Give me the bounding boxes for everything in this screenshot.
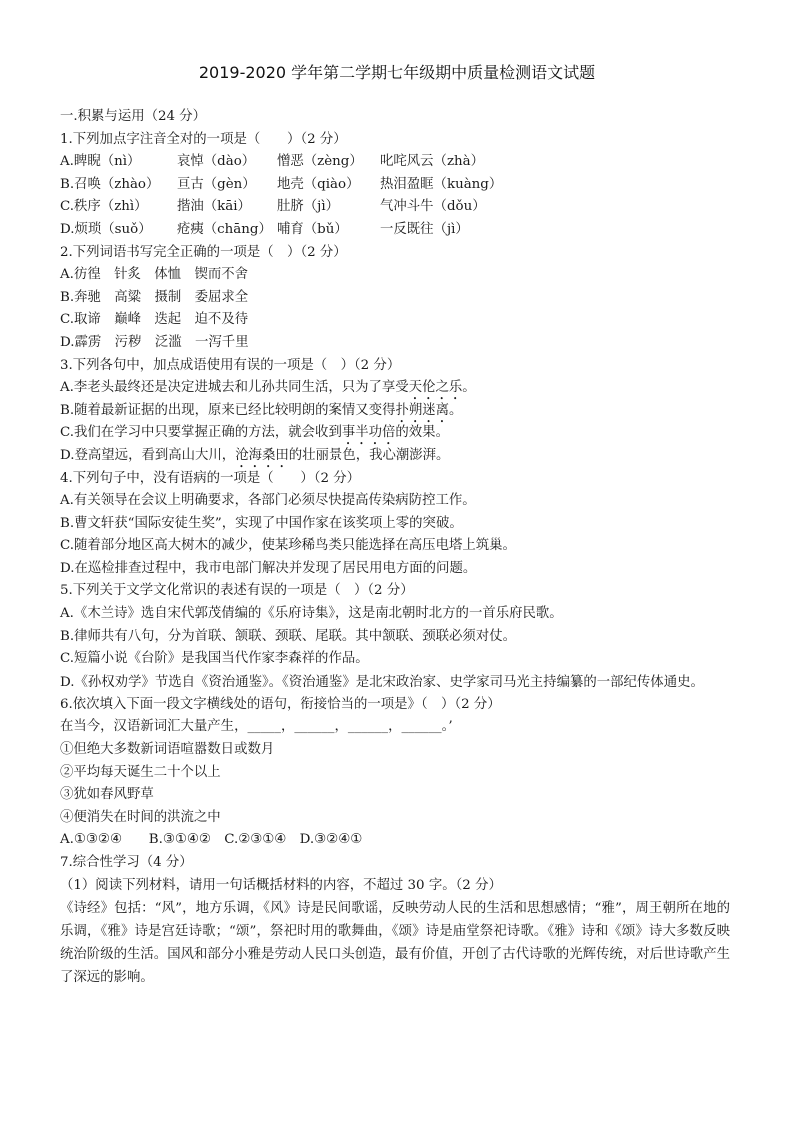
- sentence-text: C.我们在学习中只要掌握正确的方法，就会收到: [60, 425, 342, 441]
- dotted-idiom: 扑朔迷离: [395, 402, 450, 418]
- question-5-option-b: B.律师共有八句，分为首联、颔联、颈联、尾联。其中颔联、颈联必须对仗。: [60, 628, 516, 644]
- sentence-text: B.随着最新证据的出现，原来已经比较明朗的案情又变得: [60, 402, 396, 418]
- sentence-text: D.登高望远，看到高山大川，: [60, 447, 236, 463]
- option-cell: 一反既往（jì）: [380, 221, 469, 237]
- page-title: 2019-2020 学年第二学期七年级期中质量检测语文试题: [198, 63, 596, 82]
- question-2-option-c: C.取谛 巅峰 迭起 迫不及待: [60, 312, 249, 328]
- option-cell: 哀悼（dào）: [177, 154, 256, 170]
- question-6-stem: 6.依次填入下面一段文字横线处的语句，衔接恰当的一项是》（ ）（2 分）: [60, 696, 501, 712]
- dotted-idiom: 事半功倍: [341, 425, 396, 441]
- dotted-idiom: 天伦之乐: [408, 380, 463, 396]
- question-1-option-c: [60, 196, 730, 219]
- question-7-stem: 7.综合性学习（4 分）: [60, 855, 193, 870]
- sentence-text: 的壮丽景色，我心潮澎湃。: [288, 447, 450, 463]
- option-cell: 热泪盈眶（kuàng）: [380, 176, 503, 192]
- question-2-option-d: D.霹雳 污秽 泛滥 一泻千里: [60, 334, 249, 350]
- dotted-idiom: 沧海桑田: [235, 447, 289, 463]
- question-3-option-c: [60, 422, 730, 445]
- option-cell: C.秩序（zhì）: [60, 199, 148, 215]
- question-4-option-c: C.随着部分地区高大树木的减少，使某珍稀鸟类只能选择在高压电塔上筑巢。: [60, 538, 516, 554]
- sentence-text: 。: [449, 402, 463, 418]
- option-cell: 叱咤风云（zhà）: [380, 154, 485, 170]
- question-5-option-a: A.《木兰诗》选自宋代郭茂倩编的《乐府诗集》，这是南北朝时北方的一首乐府民歌。: [60, 606, 563, 622]
- exam-content: [60, 106, 730, 989]
- question-7-sub-1: （1）阅读下列材料，请用一句话概括材料的内容，不超过 30 字。（2 分）: [60, 877, 502, 893]
- question-2-stem: 2.下列词语书写完全正确的一项是（ ）（2 分）: [60, 244, 347, 260]
- option-cell: 揩油（kāi）: [177, 199, 251, 215]
- question-6-passage: 在当今，汉语新词汇大量产生，_____，______，______，______。’: [60, 719, 453, 735]
- option-cell: A.睥睨（nì）: [60, 154, 141, 170]
- question-4-stem: 4.下列句子中，没有语病的一项是（ ）（2 分）: [60, 470, 361, 486]
- question-6-item-4: ④便消失在时间的洪流之中: [60, 809, 221, 825]
- question-5-option-c: C.短篇小说《台阶》是我国当代作家李森祥的作品。: [60, 651, 369, 667]
- question-4-option-a: A.有关领导在会议上明确要求，各部门必须尽快提高传染病防控工作。: [60, 493, 476, 509]
- sentence-text: 。: [462, 380, 476, 396]
- question-1-option-b: [60, 174, 730, 197]
- option-cell: 亘古（gèn）: [177, 176, 256, 192]
- question-3-stem: 3.下列各句中，加点成语使用有误的一项是（ ）（2 分）: [60, 357, 401, 373]
- sentence-text: A.李老头最终还是决定进城去和儿孙共同生活，只为了享受: [60, 380, 409, 396]
- option-cell: 哺育（bǔ）: [277, 221, 348, 237]
- option-cell: D.烦琐（suǒ）: [60, 221, 152, 237]
- section-heading: 一.积累与运用（24 分）: [60, 109, 207, 124]
- question-5-stem: 5.下列关于文学文化常识的表述有误的一项是（ ）（2 分）: [60, 583, 414, 599]
- question-6-options: A.①③②④ B.③①④② C.②③①④ D.③②④①: [60, 832, 363, 848]
- question-2-option-a: A.彷徨 针炙 体恤 锲而不舍: [60, 267, 249, 283]
- question-3-option-b: [60, 400, 730, 423]
- question-4-option-d: D.在巡检排查过程中，我市电部门解决并发现了居民用电方面的问题。: [60, 560, 477, 576]
- option-cell: B.召唤（zhào）: [60, 176, 160, 192]
- question-1-option-a: [60, 151, 730, 174]
- question-3-option-a: [60, 377, 730, 400]
- sentence-text: 的效果。: [395, 425, 449, 441]
- question-6-item-3: ③犹如春风野草: [60, 787, 154, 803]
- question-3-option-d: [60, 445, 730, 468]
- question-6-item-2: ②平均每天诞生二十个以上: [60, 764, 221, 780]
- option-cell: 憎恶（zèng）: [277, 154, 363, 170]
- question-2-option-b: B.奔驰 高粱 摄制 委屈求全: [60, 289, 249, 305]
- question-5-option-d: D.《孙权劝学》节选自《资治通鉴》。《资治通鉴》是北宋政治家、史学家司马光主持编纂的一部纪传体通史。: [60, 674, 704, 690]
- option-cell: 气冲斗牛（dǒu）: [380, 199, 486, 215]
- option-cell: 疮痍（chāng）: [177, 221, 272, 237]
- option-cell: 地壳（qiào）: [277, 176, 360, 192]
- question-6-item-1: ①但绝大多数新词语喧嚣数日或数月: [60, 742, 275, 758]
- option-cell: 肚脐（jì）: [277, 199, 339, 215]
- question-1-option-d: [60, 219, 730, 242]
- question-7-material: 《诗经》包括：“风”，地方乐调，《风》诗是民间歌谣，反映劳动人民的生活和思想感情；“雅”，周王朝所在地的乐调，《雅》诗是宫廷诗歌；“颂”，祭祀时用的歌舞曲，《颂》诗是庙堂祭祀诗歌。《雅》诗和《颂》诗大多数反映统治阶级的生活。国风和部分小雅是劳动人民口头创造，最有价值，开创了古代诗歌的光辉传统，对后世诗歌产生了深远的影响。: [60, 901, 730, 986]
- question-1-stem: 1.下列加点字注音全对的一项是（ ）（2 分）: [60, 131, 347, 147]
- question-4-option-b: B.曹文轩获“国际安徒生奖”，实现了中国作家在该奖项上零的突破。: [60, 515, 463, 531]
